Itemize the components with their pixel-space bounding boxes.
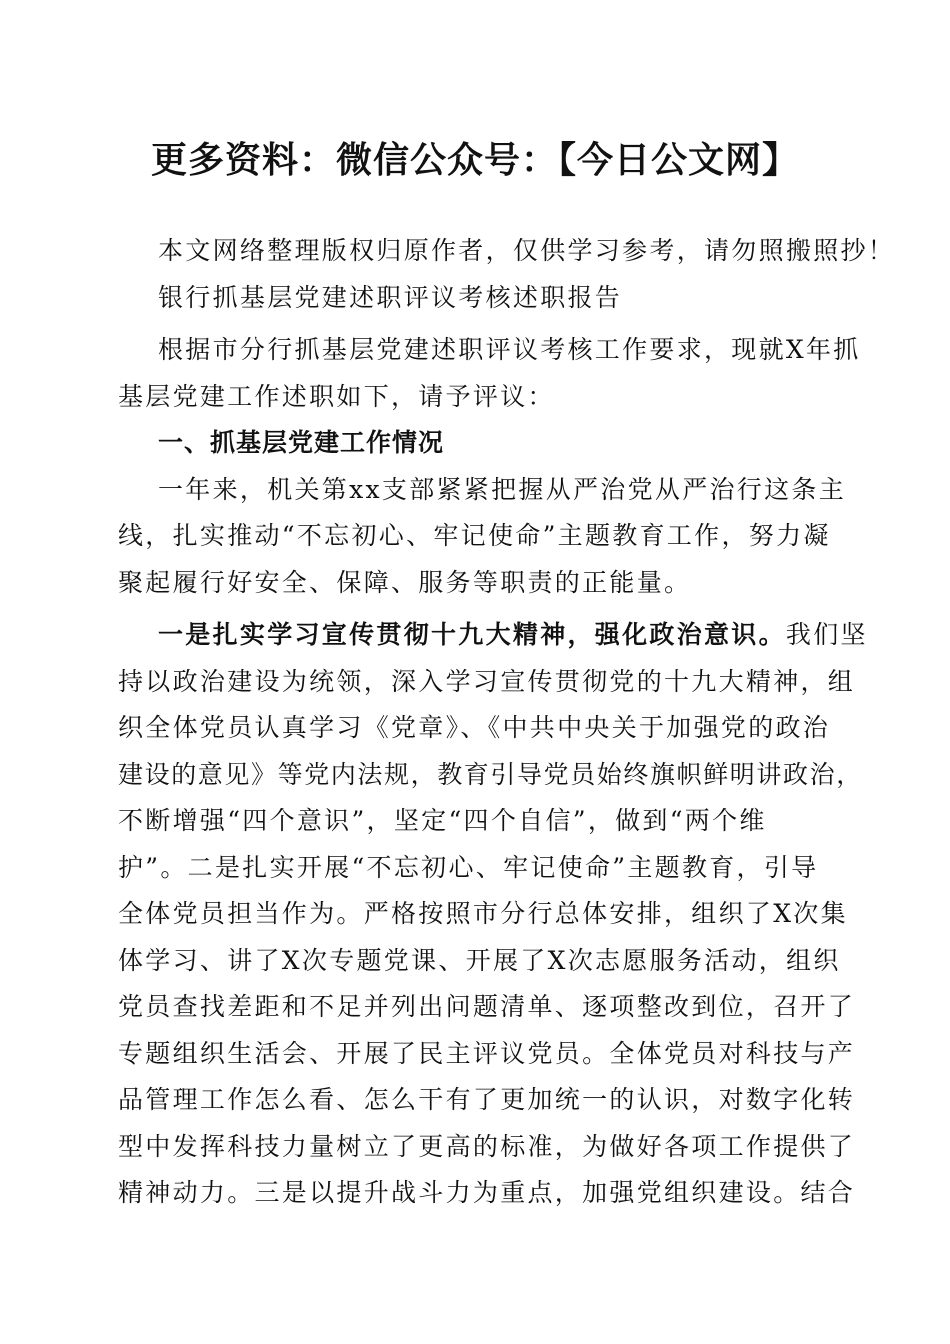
document-title: 更多资料：微信公众号：【今日公文网】 <box>150 139 799 181</box>
bold-lead: 一是扎实学习宣传贯彻十九大精神，强化政治意识。 <box>158 620 786 649</box>
paragraph-line: 一年来，机关第xx支部紧紧把握从严治党从严治行这条主 <box>158 474 847 504</box>
paragraph-text: 我们坚 <box>785 620 868 649</box>
paragraph-line: 精神动力。三是以提升战斗力为重点，加强党组织建设。结合 <box>118 1178 856 1207</box>
paragraph-line: 织全体党员认真学习《党章》、《中共中央关于加强党的政治 <box>118 713 831 742</box>
paragraph-line: 持以政治建设为统领，深入学习宣传贯彻党的十九大精神，组 <box>118 666 856 696</box>
paragraph-line: 基层党建工作述职如下，请予评议： <box>118 381 555 411</box>
paragraph-line: 品管理工作怎么看、怎么干有了更加统一的认识，对数字化转 <box>118 1085 856 1114</box>
section-heading: 一、抓基层党建工作情况 <box>158 428 445 457</box>
paragraph-line: 体学习、讲了X次专题党课、开展了X次志愿服务活动，组织 <box>118 945 841 975</box>
paragraph-line: 聚起履行好安全、保障、服务等职责的正能量。 <box>118 567 692 597</box>
paragraph-line: 线，扎实推动“不忘初心、牢记使命”主题教育工作，努力凝 <box>118 521 831 550</box>
paragraph-line: 护”。二是扎实开展“不忘初心、牢记使命”主题教育，引导 <box>118 852 819 882</box>
paragraph-line: 党员查找差距和不足并列出问题清单、逐项整改到位，召开了 <box>118 992 856 1021</box>
copyright-notice: 本文网络整理版权归原作者，仅供学习参考，请勿照搬照抄！ <box>158 236 896 265</box>
paragraph-line: 不断增强“四个意识”，坚定“四个自信”，做到“两个维 <box>118 806 767 835</box>
paragraph-line: 型中发挥科技力量树立了更高的标准，为做好各项工作提供了 <box>118 1131 856 1161</box>
report-title: 银行抓基层党建述职评议考核述职报告 <box>158 282 623 312</box>
paragraph-line: 专题组织生活会、开展了民主评议党员。全体党员对科技与产 <box>118 1038 856 1068</box>
paragraph-line: 全体党员担当作为。严格按照市分行总体安排，组织了X次集 <box>118 899 848 928</box>
paragraph-line <box>118 612 868 659</box>
paragraph-line: 建设的意见》等党内法规，教育引导党员始终旗帜鲜明讲政治， <box>118 759 863 789</box>
paragraph-line: 根据市分行抓基层党建述职评议考核工作要求，现就X年抓 <box>158 335 861 364</box>
document-body <box>118 228 896 1217</box>
